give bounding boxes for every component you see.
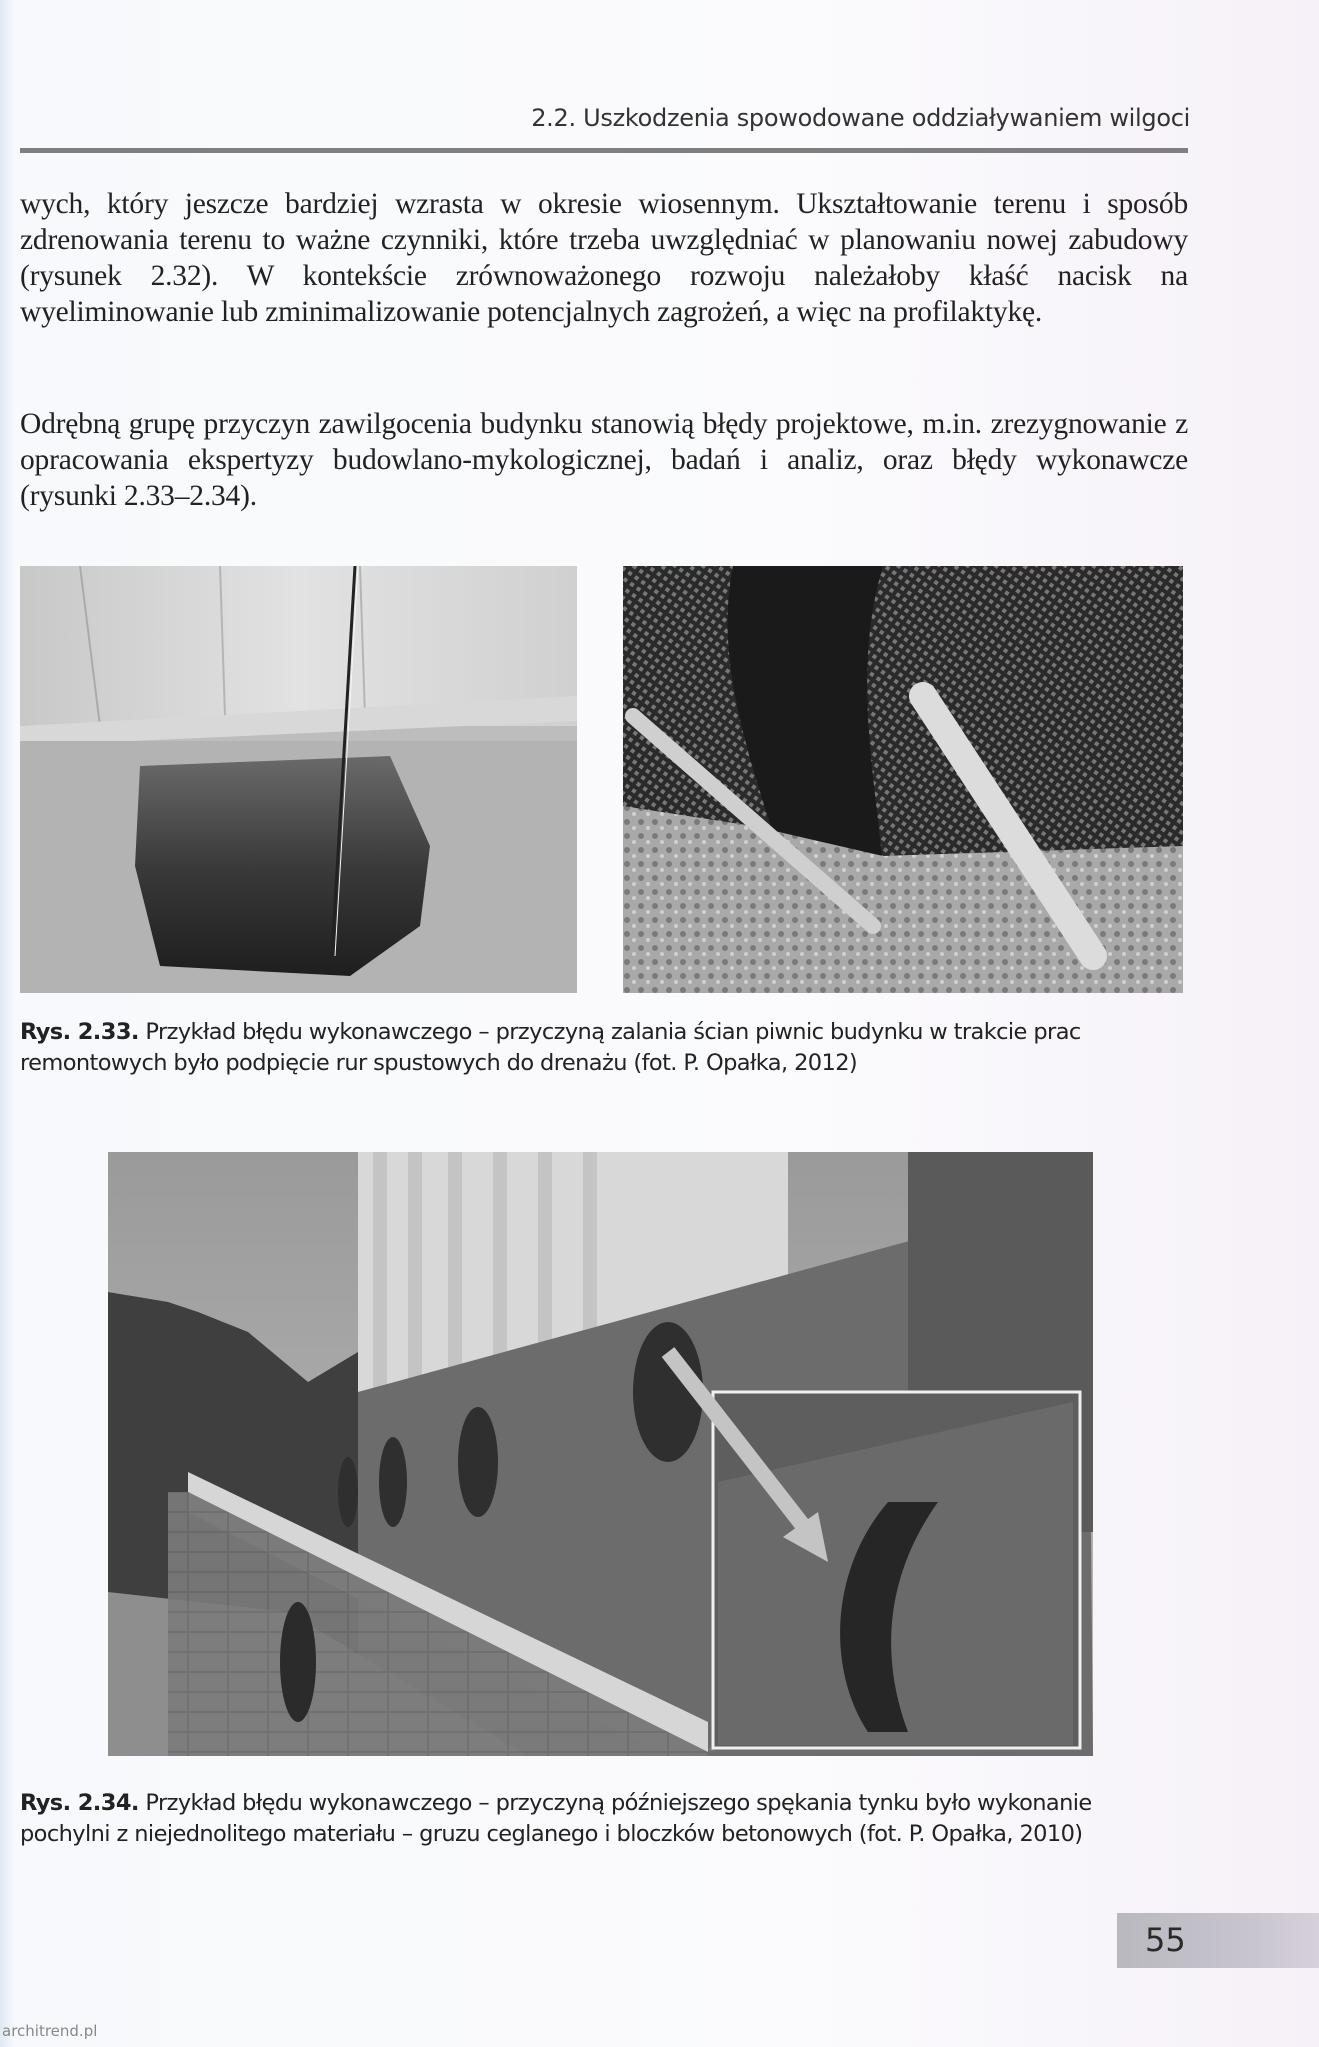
header-rule xyxy=(20,148,1188,153)
body-paragraph: wych, który jeszcze bardziej wzrasta w okresie wiosennym. Ukształtowanie terenu i sposób zdrenowania terenu to ważne czynniki, które trzeba uwzględniać w planowaniu nowej zabudowy (rysunek 2.32). W kontekście zrównoważonego rozwoju należałoby kłaść nacisk na wyeliminowanie lub zminimalizowanie potencjalnych zagrożeń, a więc na profilaktykę. xyxy=(20,188,1188,328)
watermark: architrend.pl xyxy=(2,2022,98,2040)
body-paragraph: Odrębną grupę przyczyn zawilgocenia budynku stanowią błędy projektowe, m.in. zrezygnowanie z opracowania ekspertyzy budowlano-mykologicznej, badań i analiz, oraz błędy wykonawcze (rysunki 2.33–2.34). xyxy=(20,408,1188,512)
running-head: 2.2. Uszkodzenia spowodowane oddziaływaniem wilgoci xyxy=(531,104,1190,132)
figure-caption-text: Przykład błędu wykonawczego – przyczyną zalania ścian piwnic budynku w trakcie prac remontowych było podpięcie rur spustowych do drenażu (fot. P. Opałka, 2012) xyxy=(20,1019,1081,1076)
photo-ramp-wall xyxy=(108,1152,1093,1756)
figure-caption-2-34 xyxy=(20,1788,1188,1850)
figure-caption-text: Przykład błędu wykonawczego – przyczyną późniejszego spękania tynku było wykonanie pochylni z niejednolitego materiału – gruzu ceglanego i bloczków betonowych (fot. P. Opałka, 2010) xyxy=(20,1790,1092,1847)
figure-label: Rys. 2.33. xyxy=(20,1019,139,1045)
page-number: 55 xyxy=(1145,1921,1186,1959)
figure-caption-2-33 xyxy=(20,1017,1188,1079)
photo-basement-hole xyxy=(20,566,577,993)
page-number-box xyxy=(1117,1913,1319,1968)
photo-drain-pipe xyxy=(623,566,1183,993)
figure-label: Rys. 2.34. xyxy=(20,1790,139,1816)
